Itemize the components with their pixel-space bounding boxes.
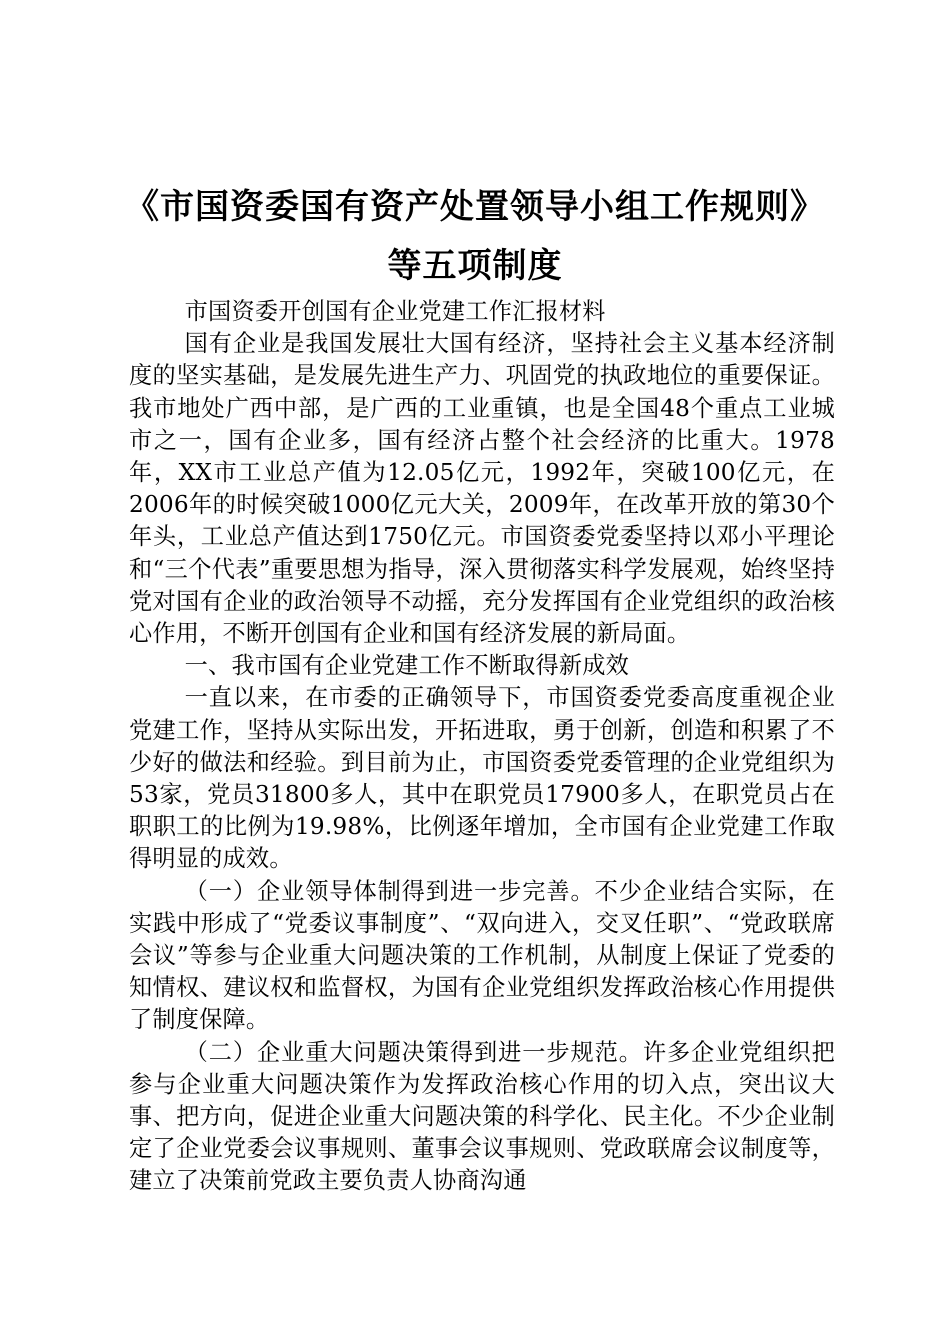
paragraph-intro: 国有企业是我国发展壮大国有经济，坚持社会主义基本经济制度的坚实基础，是发展先进生产力、巩固党的执政地位的重要保证。我市地处广西中部，是广西的工业重镇，也是全国48个重点工业城市之一，国有企业多，国有经济占整个社会经济的比重大。1978年，XX市工业总产值为12.05亿元，1992年，突破100亿元，在2006年的时候突破1000亿元大关，2009年，在改革开放的第30个年头，工业总产值达到1750亿元。市国资委党委坚持以邓小平理论和“三个代表”重要思想为指导，深入贯彻落实科学发展观，始终坚持党对国有企业的政治领导不动摇，充分发挥国有企业党组织的政治核心作用，不断开创国有企业和国有经济发展的新局面。 [129, 330, 835, 648]
document-title-line-1: 《市国资委国有资产处置领导小组工作规则》 [125, 187, 825, 227]
section-heading-1: 一、我市国有企业党建工作不断取得新成效 [184, 652, 630, 680]
paragraph-achievements: 一直以来，在市委的正确领导下，市国资委党委高度重视企业党建工作，坚持从实际出发，开拓进取，勇于创新，创造和积累了不少好的做法和经验。到目前为止，市国资委党委管理的企业党组织为53家，党员31800多人，其中在职党员17900多人，在职党员占在职职工的比例为19.98%，比例逐年增加，全市国有企业党建工作取得明显的成效。 [129, 684, 835, 873]
paragraph-item-1: （一）企业领导体制得到进一步完善。不少企业结合实际，在实践中形成了“党委议事制度”、“双向进入，交叉任职”、“党政联席会议”等参与企业重大问题决策的工作机制，从制度上保证了党委的知情权、建议权和监督权，为国有企业党组织发挥政治核心作用提供了制度保障。 [129, 877, 835, 1034]
document-body [129, 296, 835, 1198]
document-title-line-2: 等五项制度 [387, 246, 563, 286]
report-subtitle: 市国资委开创国有企业党建工作汇报材料 [184, 298, 606, 325]
paragraph-item-2: （二）企业重大问题决策得到进一步规范。许多企业党组织把参与企业重大问题决策作为发挥政治核心作用的切入点，突出议大事、把方向，促进企业重大问题决策的科学化、民主化。不少企业制定了企业党委会议事规则、董事会议事规则、党政联席会议制度等，建立了决策前党政主要负责人协商沟通 [129, 1038, 835, 1195]
